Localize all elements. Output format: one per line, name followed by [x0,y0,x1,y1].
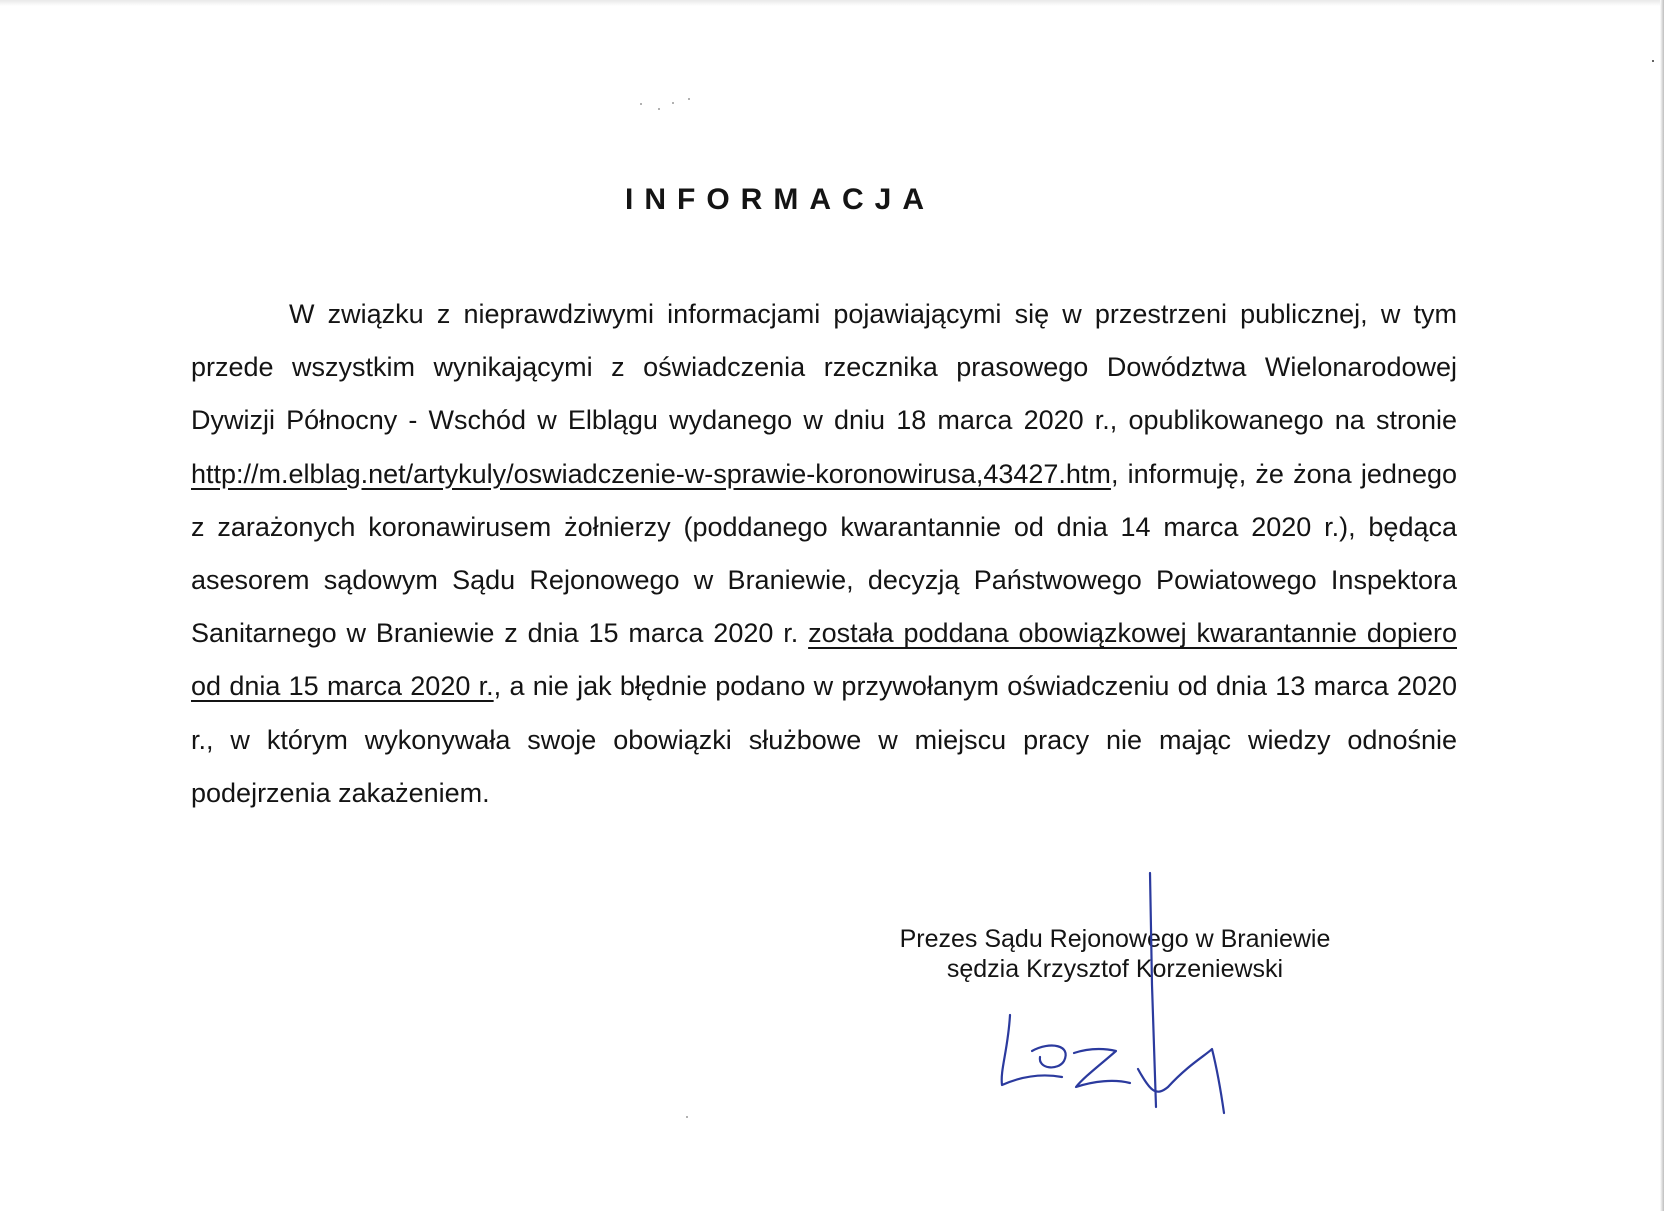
body-text-part-3: , a nie jak błędnie podano w przywołanym oświadczeniu od dnia 13 marca 2020 r., w którym wykonywała swoje obowiązki służbowe w miejscu pracy nie mając wiedzy odnośnie podejrzenia zakażeniem. [191,671,1457,808]
scan-speck [1652,60,1654,62]
signature-stroke [1074,1049,1130,1087]
signature-stroke [1032,1046,1066,1068]
scan-speck [672,102,674,104]
source-link[interactable]: http://m.elblag.net/artykuly/oswiadczenie-w-sprawie-koronowirusa,43427.htm [191,458,1111,489]
handwritten-signature [980,865,1250,1125]
underlined-statement: została poddana obowiązkowej kwarantannie dopiero od dnia 15 marca 2020 r. [191,618,1457,702]
body-text-part-1: W związku z nieprawdziwymi informacjami pojawiającymi się w przestrzeni publicznej, w tym przede wszystkim wynikającymi z oświadczenia rzecznika prasowego Dowództwa Wielonarodowej Dywizji Północny - Wschód w Elblągu wydanego w dniu 18 marca 2020 r., opublikowanego na stronie [191,299,1457,436]
signatory-name: sędzia Krzysztof Korzeniewski [946,955,1284,983]
scan-speck [686,1116,688,1118]
scan-speck [658,108,660,110]
document-title: INFORMACJA [625,183,935,216]
document-body [191,288,1457,820]
body-text-part-2: , informuję, że żona jednego z zarażonych koronawirusem żołnierzy (poddanego kwarantannie od dnia 14 marca 2020 r.), będąca asesorem sądowym Sądu Rejonowego w Braniewie, decyzją Państwowego Powiatowego Inspektora Sanitarnego w Braniewie z dnia 15 marca 2020 r. [191,458,1457,649]
scan-edge-right [1660,0,1664,1211]
signature-stroke [1138,1049,1224,1113]
signatory-position: Prezes Sądu Rejonowego w Braniewie [899,925,1331,953]
scan-speck [688,98,690,100]
signature-stroke [1150,873,1156,1107]
scan-edge-top [0,0,1664,6]
scan-speck [640,103,642,105]
